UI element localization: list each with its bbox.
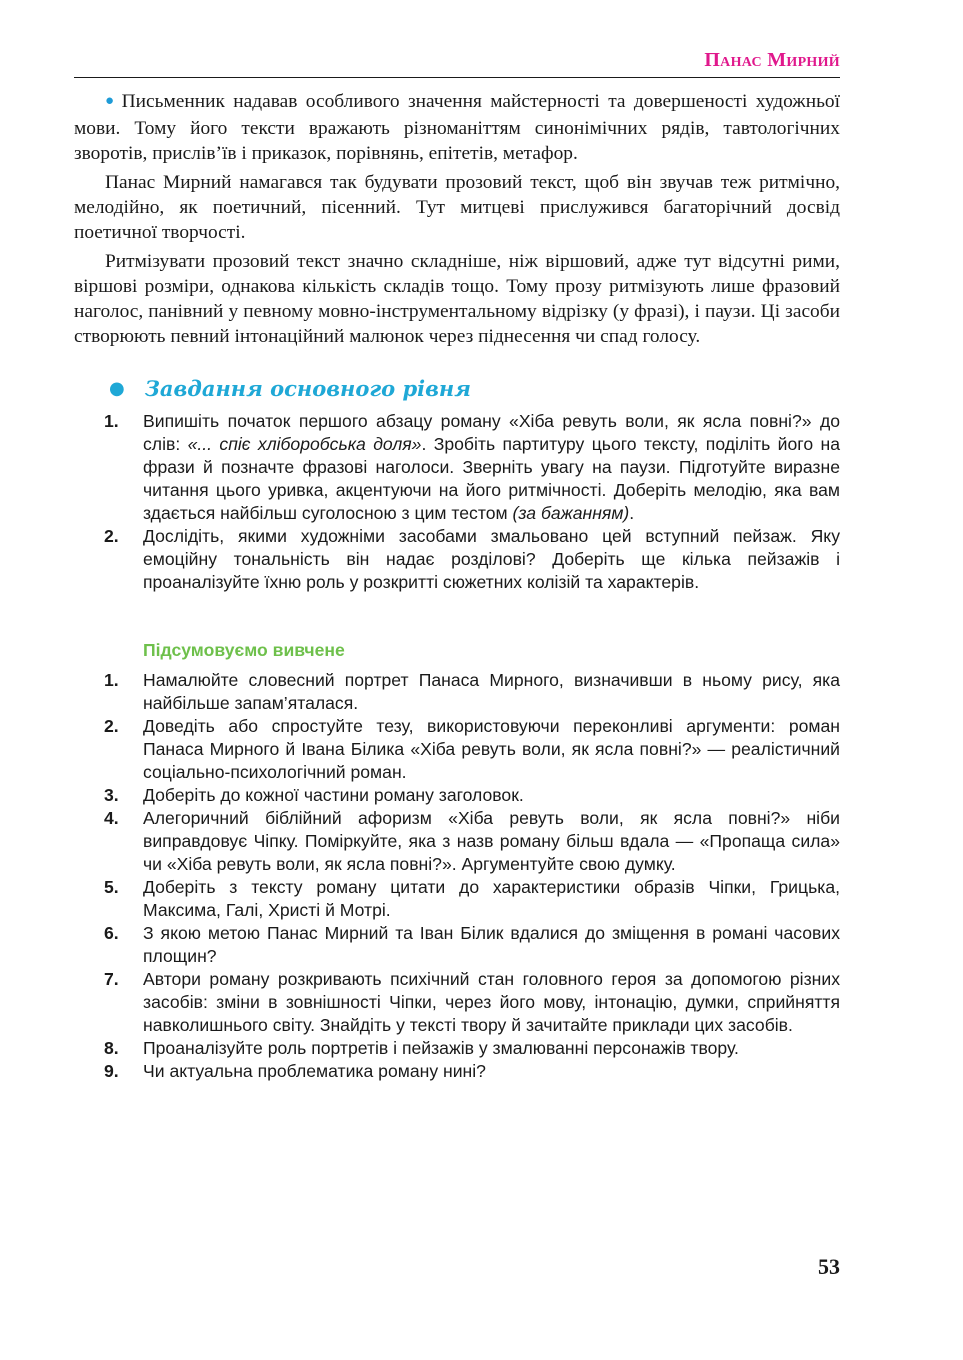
list-item bbox=[104, 784, 840, 807]
item-text: Чи актуальна проблематика роману нині? bbox=[143, 1061, 486, 1081]
basic-tasks-list bbox=[104, 410, 840, 594]
list-item bbox=[104, 876, 840, 922]
item-text: . Зробіть партитуру цього тексту, поділіть його на фрази й позначте фразові наголоси. Зверніть увагу на паузи. Підготуйте виразне читання цього уривка, акцентуючи на його ритмічності. Доберіть мелодію, яка вам здається найбільш суголосною з цим тестом bbox=[143, 434, 840, 523]
list-item bbox=[104, 968, 840, 1037]
list-item bbox=[104, 807, 840, 876]
paragraph-text: Письменник надавав особливого значення майстерності та довершеності художньої мови. Тому його тексти вражають різноманіттям синонімічних рядів, тавтологічних зворотів, прислів’їв і приказок, порівнянь, епітетів, метафор. bbox=[74, 91, 841, 164]
paragraph-3 bbox=[74, 249, 840, 349]
item-text: Доберіть до кожної частини роману заголовок. bbox=[143, 785, 524, 805]
body-text bbox=[74, 89, 840, 353]
item-text: Намалюйте словесний портрет Панаса Мирного, визначивши в ньому рису, яка найбільше запам’яталася. bbox=[143, 670, 840, 713]
item-number: 3. bbox=[104, 785, 119, 805]
item-text: . bbox=[629, 503, 635, 523]
item-text-italic: «... спіє хліборобська доля» bbox=[187, 434, 422, 454]
item-number: 2. bbox=[104, 716, 119, 736]
summary-heading: Підсумовуємо вивчене bbox=[143, 640, 345, 660]
item-number: 4. bbox=[104, 808, 119, 828]
item-text: Доберіть з тексту роману цитати до характеристики образів Чіпки, Грицька, Максима, Галі, Христі й Мотрі. bbox=[143, 877, 840, 920]
header-rule bbox=[74, 77, 840, 78]
item-text: Дослідіть, якими художніми засобами змальовано цей вступний пейзаж. Яку емоційну тональність він надає розділові? Доберіть ще кілька пейзажів і проаналізуйте їхню роль у розкритті сюжетних колізій та характерів. bbox=[143, 526, 840, 592]
basic-tasks-title: Завдання основного рівня bbox=[144, 376, 471, 401]
item-number: 2. bbox=[104, 526, 119, 546]
item-text: Доведіть або спростуйте тезу, використовуючи переконливі аргументи: роман Панаса Мирного й Івана Білика «Хіба ревуть воли, як ясла повні?» — реалістичний соціально-психологічний роман. bbox=[143, 716, 840, 782]
item-text: Алегоричний біблійний афоризм «Хіба ревуть воли, як ясла повні?» ніби виправдовує Чіпку. Поміркуйте, яка з назв роману більш вдала — «Пропаща сила» чи «Хіба ревуть воли, як ясла повні?». Аргументуйте свою думку. bbox=[143, 808, 840, 874]
list-item bbox=[104, 410, 840, 525]
list-item bbox=[104, 715, 840, 784]
summary-list bbox=[104, 669, 840, 1083]
item-text: Випишіть початок першого абзацу роману «Хіба ревуть воли, як ясла повні?» до слів: bbox=[143, 411, 840, 454]
item-text-italic: (за бажанням) bbox=[512, 503, 630, 523]
item-number: 9. bbox=[104, 1061, 119, 1081]
list-item bbox=[104, 525, 840, 594]
item-number: 7. bbox=[104, 969, 119, 989]
paragraph-text: Панас Мирний намагався так будувати прозовий текст, щоб він звучав теж ритмічно, мелодійно, як поетичний, пісенний. Тут митцеві прислужився багаторічний досвід поетичної творчості. bbox=[74, 172, 840, 243]
item-number: 1. bbox=[104, 411, 119, 431]
item-text: Автори роману розкривають психічний стан головного героя за допомогою різних засобів: зміни в зовнішності Чіпки, через його мову, інтонацію, думки, сприйняття навколишнього світу. Знайдіть у тексті твору й зачитайте приклади цих засобів. bbox=[143, 969, 840, 1035]
paragraph-1 bbox=[74, 89, 840, 166]
paragraph-text: Ритмізувати прозовий текст значно складніше, ніж віршовий, адже тут відсутні рими, віршові розміри, однакова кількість складів тощо. Тому прозу ритмізують лише фразовий наголос, панівний у певному мовно-інструментальному відрізку (у фразі), і паузи. Ці засоби створюють певний інтонаційний малюнок через піднесення чи спад голосу. bbox=[74, 251, 840, 347]
item-number: 8. bbox=[104, 1038, 119, 1058]
item-number: 5. bbox=[104, 877, 119, 897]
basic-tasks-heading bbox=[109, 376, 471, 401]
page-number: 53 bbox=[818, 1254, 840, 1279]
running-head: Панас Мирний bbox=[704, 49, 840, 71]
paragraph-2 bbox=[74, 170, 840, 245]
item-number: 1. bbox=[104, 670, 119, 690]
list-item bbox=[104, 669, 840, 715]
item-text: Проаналізуйте роль портретів і пейзажів у змалюванні персонажів твору. bbox=[143, 1038, 739, 1058]
bullet-icon: ● bbox=[109, 378, 125, 399]
list-item bbox=[104, 922, 840, 968]
bullet-icon: ● bbox=[105, 93, 118, 109]
list-item bbox=[104, 1037, 840, 1060]
item-text: З якою метою Панас Мирний та Іван Білик вдалися до зміщення в романі часових площин? bbox=[143, 923, 840, 966]
list-item bbox=[104, 1060, 840, 1083]
item-number: 6. bbox=[104, 923, 119, 943]
